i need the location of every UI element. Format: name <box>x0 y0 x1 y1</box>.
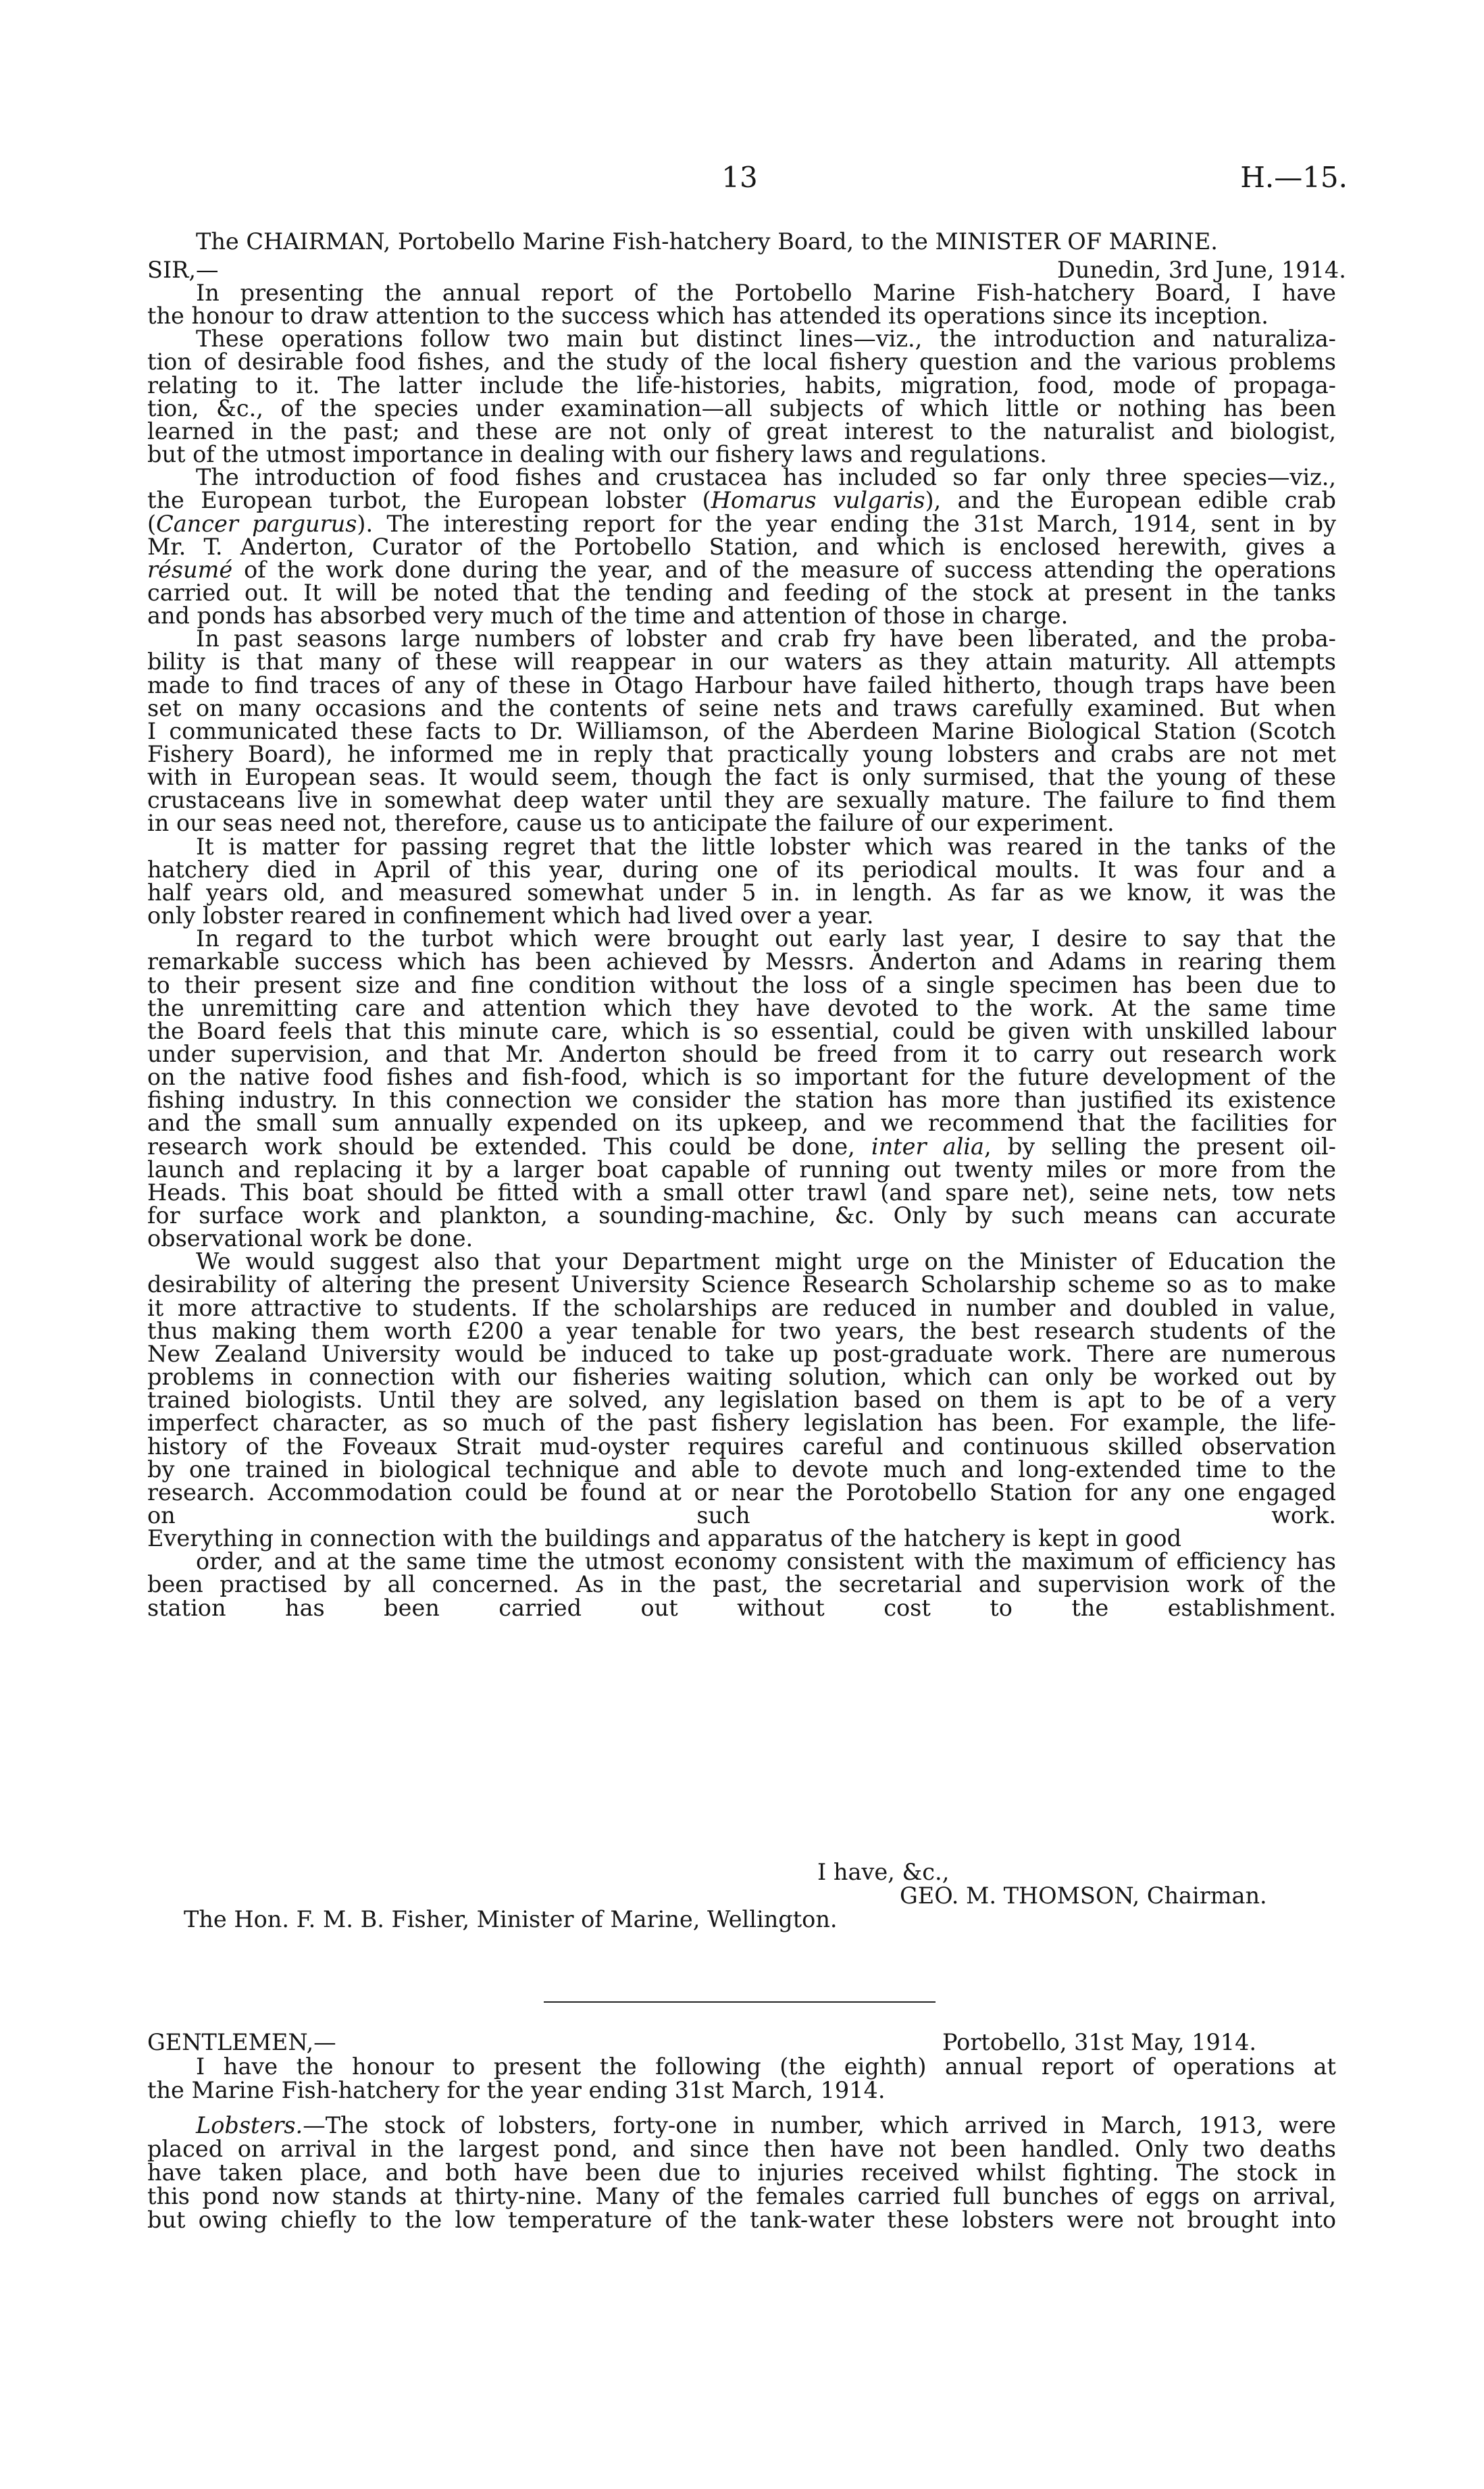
paragraph-first-line: It is matter for passing regret that the little lobster which was reared in the tanks of the <box>196 833 1336 860</box>
body-line: I communicated these facts to Dr. Williamson, of the Aberdeen Marine Biological Station (Scotch <box>147 718 1336 744</box>
body-line: only lobster reared in confinement which had lived over a year. <box>147 902 874 929</box>
letter-signature: GEO. M. THOMSON, Chairman. <box>900 1882 1267 1909</box>
body-line: have taken place, and both have been due to injuries received whilst fighting. The stock in <box>147 2159 1336 2186</box>
section-divider-rule <box>544 2001 936 2003</box>
paragraph-first-line: In presenting the annual report of the Portobello Marine Fish-hatchery Board, I have <box>196 280 1336 306</box>
parliamentary-paper-reference: H.—15. <box>1240 161 1348 194</box>
paragraph-first-line: These operations follow two main but distinct lines—viz., the introduction and naturaliza- <box>196 326 1336 352</box>
letter-addressee: The CHAIRMAN, Portobello Marine Fish-hatchery Board, to the MINISTER OF MARINE. <box>196 228 1218 255</box>
body-line: research work should be extended. This could be done, inter alia, by selling the present oil- <box>147 1133 1336 1160</box>
body-line: Fishery Board), he informed me in reply that practically young lobsters and crabs are not met <box>147 741 1336 767</box>
body-line: desirability of altering the present University Science Research Scholarship scheme so as to make <box>147 1271 1336 1298</box>
body-line: set on many occasions and the contents of seine nets and traws carefully examined. But when <box>147 695 1336 721</box>
letter-recipient: The Hon. F. M. B. Fisher, Minister of Marine, Wellington. <box>184 1906 838 1932</box>
paragraph-first-line: order, and at the same time the utmost economy consistent with the maximum of efficiency has <box>196 1548 1336 1574</box>
body-line: relating to it. The latter include the life-histories, habits, migration, food, mode of propaga- <box>147 372 1336 399</box>
second-letter-dateline: Portobello, 31st May, 1914. <box>942 2029 1257 2055</box>
body-line: and ponds has absorbed very much of the time and attention of those in charge. <box>147 602 1069 629</box>
body-line: station has been carried out without cost to the establishment. <box>147 1595 1336 1621</box>
body-line: in our seas need not, therefore, cause us to anticipate the failure of our experiment. <box>147 810 1115 836</box>
body-line: hatchery died in April of this year, during one of its periodical moults. It was four and a <box>147 856 1336 883</box>
body-line: carried out. It will be noted that the tending and feeding of the stock at present in the tanks <box>147 580 1336 606</box>
paragraph-first-line: In past seasons large numbers of lobster and crab fry have been liberated, and the proba- <box>196 625 1336 652</box>
body-line: thus making them worth £200 a year tenable for two years, the best research students of the <box>147 1318 1336 1344</box>
body-line: half years old, and measured somewhat under 5 in. in length. As far as we know, it was the <box>147 879 1336 906</box>
body-line: résumé of the work done during the year, and of the measure of success attending the operations <box>147 557 1336 583</box>
body-line: trained biologists. Until they are solved, any legislation based on them is apt to be of a very <box>147 1387 1336 1413</box>
paragraph-first-line: Lobsters.—The stock of lobsters, forty-one in number, which arrived in March, 1913, were <box>196 2112 1336 2138</box>
letter-dateline: Dunedin, 3rd June, 1914. <box>1057 257 1346 283</box>
page-number: 13 <box>721 161 758 194</box>
body-line: for surface work and plankton, a sounding-machine, &c. Only by such means can accurate <box>147 1202 1336 1229</box>
body-line: (Cancer pargurus). The interesting report for the year ending the 31st March, 1914, sent in by <box>147 511 1336 537</box>
body-line: this pond now stands at thirty-nine. Many of the females carried full bunches of eggs on arrival, <box>147 2183 1336 2209</box>
paragraph-first-line: In regard to the turbot which were brought out early last year, I desire to say that the <box>196 925 1336 952</box>
body-line: placed on arrival in the largest pond, and since then have not been handled. Only two deaths <box>147 2136 1336 2162</box>
body-line: and the small sum annually expended on its upkeep, and we recommend that the facilities for <box>147 1110 1336 1136</box>
body-line: Heads. This boat should be fitted with a small otter trawl (and spare net), seine nets, tow nets <box>147 1179 1336 1206</box>
body-line: history of the Foveaux Strait mud-oyster requires careful and continuous skilled observation <box>147 1433 1336 1460</box>
body-line: on the native food fishes and fish-food, which is so important for the future development of the <box>147 1064 1336 1090</box>
body-line: tion of desirable food fishes, and the study of the local fishery question and the various problems <box>147 349 1336 375</box>
body-line: the unremitting care and attention which they have devoted to the work. At the same time <box>147 995 1336 1021</box>
body-line: it more attractive to students. If the scholarships are reduced in number and doubled in value, <box>147 1295 1336 1321</box>
body-line: fishing industry. In this connection we consider the station has more than justified its existence <box>147 1087 1336 1113</box>
body-line: problems in connection with our fisheries waiting solution, which can only be worked out by <box>147 1364 1336 1390</box>
body-line: Everything in connection with the buildings and apparatus of the hatchery is kept in good <box>147 1525 1182 1551</box>
body-line: launch and replacing it by a larger boat capable of running out twenty miles or more from the <box>147 1156 1336 1183</box>
body-line: on such work. <box>147 1502 1336 1529</box>
body-line: but of the utmost importance in dealing with our fishery laws and regulations. <box>147 441 1047 467</box>
body-line: remarkable success which has been achieved by Messrs. Anderton and Adams in rearing them <box>147 948 1336 975</box>
body-line: research. Accommodation could be found at or near the Porotobello Station for any one engaged <box>147 1479 1336 1506</box>
letter-closing: I have, &c., <box>817 1859 950 1885</box>
body-line: by one trained in biological technique and able to devote much and long-extended time to the <box>147 1456 1336 1483</box>
paragraph-first-line: We would suggest also that your Department might urge on the Minister of Education the <box>196 1248 1336 1275</box>
body-line: crustaceans live in somewhat deep water until they are sexually mature. The failure to find them <box>147 787 1336 813</box>
body-line: been practised by all concerned. As in the past, the secretarial and supervision work of the <box>147 1571 1336 1597</box>
body-line: New Zealand University would be induced to take up post-graduate work. There are numerous <box>147 1341 1336 1367</box>
paragraph-first-line: The introduction of food fishes and crustacea has included so far only three species—viz., <box>196 464 1336 490</box>
body-line: the honour to draw attention to the success which has attended its operations since its inception. <box>147 303 1269 329</box>
paragraph-first-line: I have the honour to present the following (the eighth) annual report of operations at <box>196 2053 1336 2080</box>
body-line: observational work be done. <box>147 1225 474 1252</box>
body-line: learned in the past; and these are not only of great interest to the naturalist and biologist, <box>147 418 1336 444</box>
body-line: under supervision, and that Mr. Anderton should be freed from it to carry out research work <box>147 1041 1336 1067</box>
body-line: Mr. T. Anderton, Curator of the Portobello Station, and which is enclosed herewith, gives a <box>147 534 1336 560</box>
body-line: made to find traces of any of these in Otago Harbour have failed hitherto, though traps have been <box>147 672 1336 698</box>
body-line: the Board feels that this minute care, which is so essential, could be given with unskilled labour <box>147 1018 1336 1044</box>
body-line: bility is that many of these will reappear in our waters as they attain maturity. All attempts <box>147 648 1336 675</box>
second-letter-salutation: GENTLEMEN,— <box>147 2029 336 2055</box>
body-line: with in European seas. It would seem, though the fact is only surmised, that the young of these <box>147 764 1336 790</box>
body-line: the Marine Fish-hatchery for the year ending 31st March, 1914. <box>147 2077 886 2103</box>
body-line: to their present size and fine condition without the loss of a single specimen has been due to <box>147 972 1336 998</box>
letter-salutation: SIR,— <box>147 257 219 283</box>
body-line: imperfect character, as so much of the past fishery legislation has been. For example, the life- <box>147 1410 1336 1436</box>
body-line: the European turbot, the European lobster (Homarus vulgaris), and the European edible crab <box>147 487 1336 513</box>
body-line: tion, &c., of the species under examination—all subjects of which little or nothing has been <box>147 395 1336 421</box>
body-line: but owing chiefly to the low temperature of the tank-water these lobsters were not brought into <box>147 2207 1336 2233</box>
